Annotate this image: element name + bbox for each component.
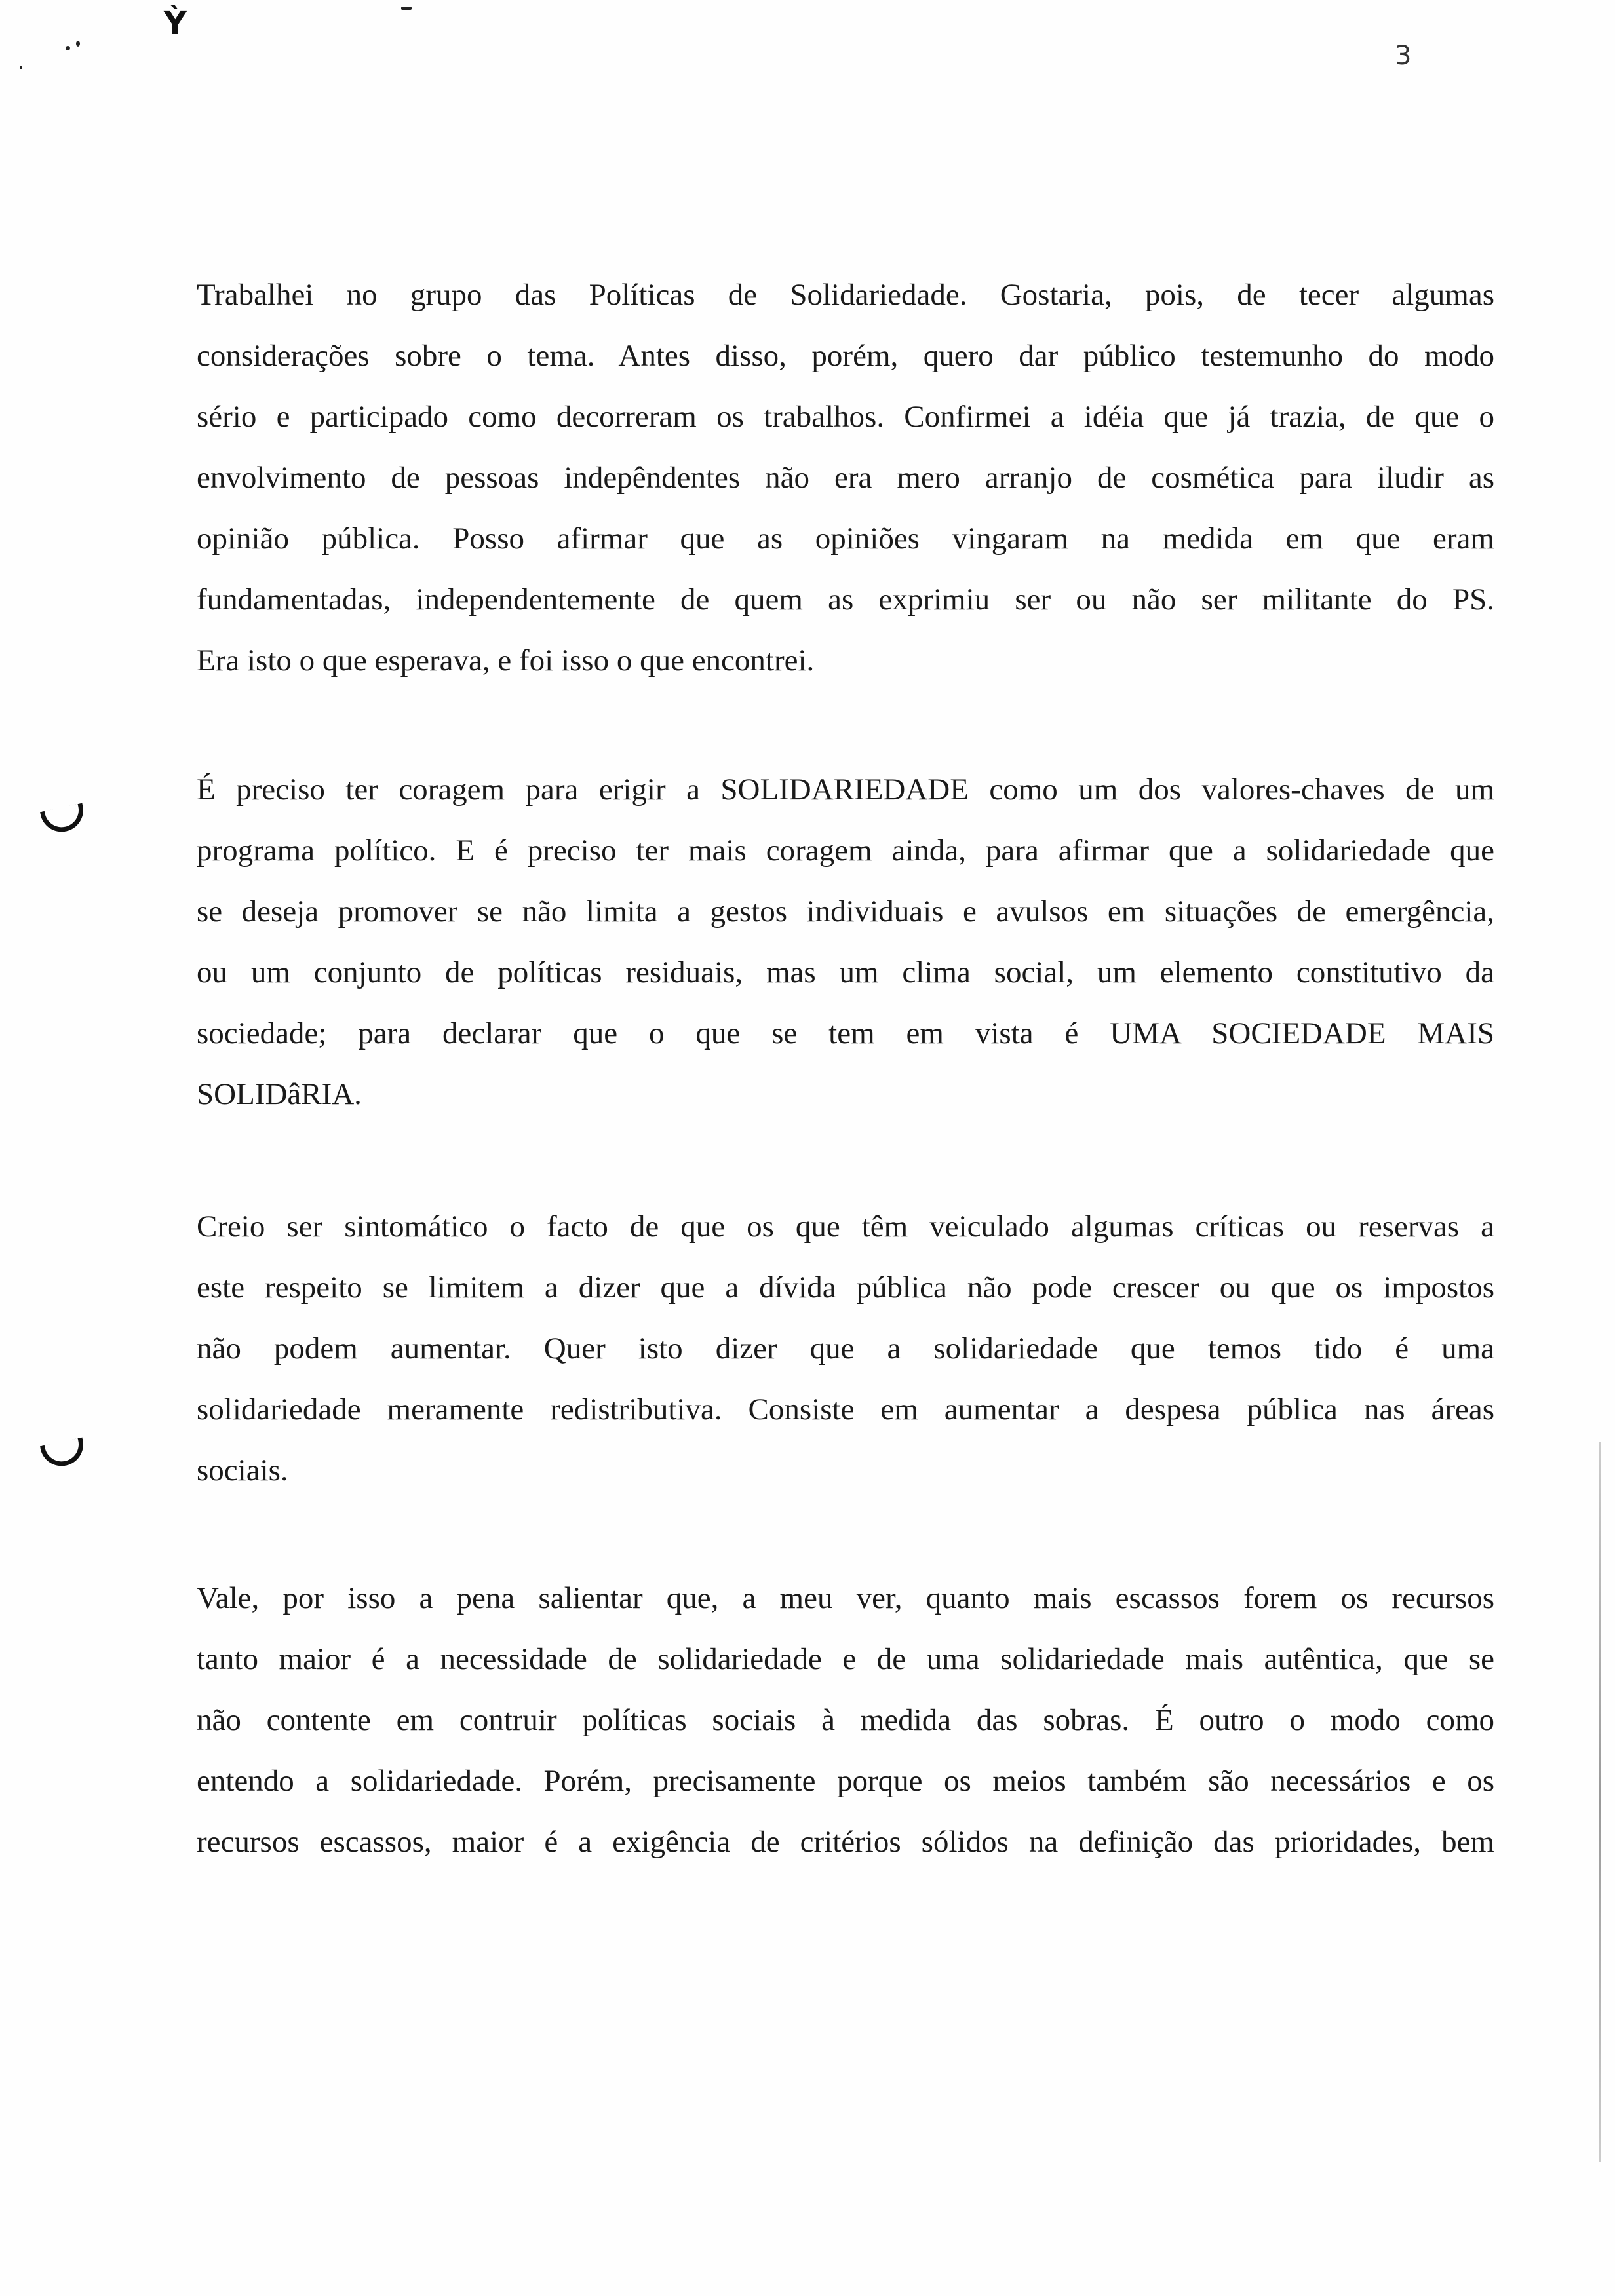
page-number: 3	[1395, 41, 1412, 71]
scan-corner-mark: Ỳ	[164, 5, 187, 42]
paragraph-3	[197, 1196, 1494, 1501]
text-line: entendo a solidariedade. Porém, precisamente porque os meios também são necessários e os	[197, 1764, 1494, 1798]
scan-edge-shadow	[1599, 1442, 1601, 2162]
text-line: ou um conjunto de políticas residuais, mas um clima social, um elemento constitutivo da	[197, 955, 1494, 989]
text-line: SOLIDâRIA.	[197, 1077, 362, 1111]
text-line: sociais.	[197, 1453, 288, 1487]
scan-speck	[76, 41, 80, 47]
text-line: se deseja promover se não limita a gestos individuais e avulsos em situações de emergência,	[197, 894, 1494, 928]
margin-hole-mark	[40, 1438, 87, 1470]
text-line: programa político. E é preciso ter mais coragem ainda, para afirmar que a solidariedade que	[197, 833, 1494, 868]
text-line: não podem aumentar. Quer isto dizer que a solidariedade que temos tido é uma	[197, 1331, 1494, 1366]
text-line: opinião pública. Posso afirmar que as opiniões vingaram na medida em que eram	[197, 522, 1494, 556]
text-line: tanto maior é a necessidade de solidariedade e de uma solidariedade mais autêntica, que se	[197, 1642, 1494, 1676]
text-line: Vale, por isso a pena salientar que, a meu ver, quanto mais escassos forem os recursos	[197, 1581, 1494, 1615]
paragraph-1	[197, 265, 1494, 691]
text-line: envolvimento de pessoas indepêndentes não era mero arranjo de cosmética para iludir as	[197, 461, 1494, 495]
paragraph-2	[197, 759, 1494, 1125]
text-line: É preciso ter coragem para erigir a SOLIDARIEDADE como um dos valores-chaves de um	[197, 773, 1494, 807]
text-line: Trabalhei no grupo das Políticas de Solidariedade. Gostaria, pois, de tecer algumas	[197, 278, 1494, 312]
text-line: Creio ser sintomático o facto de que os que têm veiculado algumas críticas ou reservas a	[197, 1210, 1494, 1244]
text-line: fundamentadas, independentemente de quem as exprimiu ser ou não ser militante do PS.	[197, 583, 1494, 617]
margin-hole-mark	[40, 803, 87, 836]
scan-speck	[20, 66, 22, 69]
text-line: este respeito se limitem a dizer que a dívida pública não pode crescer ou que os impostos	[197, 1271, 1494, 1305]
scan-speck	[66, 46, 70, 50]
text-line: considerações sobre o tema. Antes disso, porém, quero dar público testemunho do modo	[197, 339, 1494, 373]
text-line: sociedade; para declarar que o que se tem em vista é UMA SOCIEDADE MAIS	[197, 1016, 1494, 1050]
paragraph-4	[197, 1568, 1494, 1873]
text-line: não contente em contruir políticas sociais à medida das sobras. É outro o modo como	[197, 1703, 1494, 1737]
text-line: Era isto o que esperava, e foi isso o que encontrei.	[197, 643, 815, 678]
text-line: sério e participado como decorreram os trabalhos. Confirmei a idéia que já trazia, de que o	[197, 400, 1494, 434]
text-line: solidariedade meramente redistributiva. Consiste em aumentar a despesa pública nas áreas	[197, 1392, 1494, 1426]
text-line: recursos escassos, maior é a exigência de critérios sólidos na definição das prioridades, bem	[197, 1825, 1494, 1859]
scan-speck	[401, 7, 412, 10]
